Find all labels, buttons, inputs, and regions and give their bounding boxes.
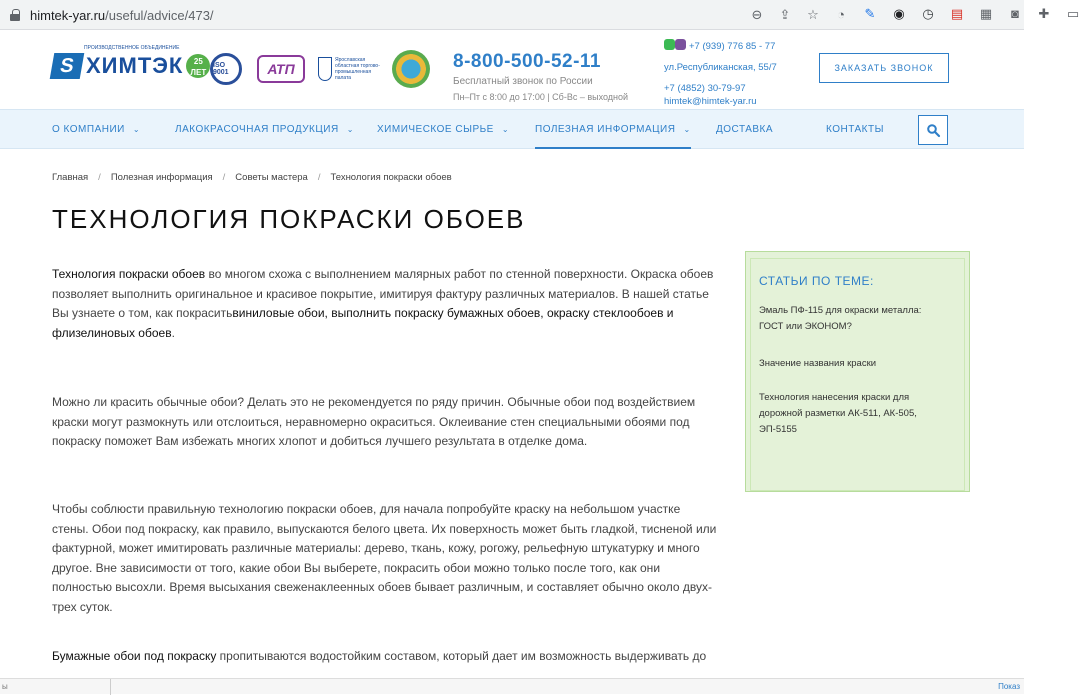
tpp-badge xyxy=(318,53,382,85)
logo-anniversary-badge: 25 ЛЕТ xyxy=(186,54,210,78)
nav-item-delivery[interactable]: ДОСТАВКА xyxy=(716,124,774,135)
logo-text: ХИМТЭК xyxy=(86,53,184,78)
bottom-left-text: ы xyxy=(2,682,8,691)
address[interactable]: ул.Республиканская, 55/7 xyxy=(664,62,777,73)
nav-item-contacts[interactable]: КОНТАКТЫ xyxy=(826,124,884,135)
url-text[interactable]: himtek-yar.ru/useful/advice/473/ xyxy=(30,7,214,23)
bookmark-star-icon[interactable]: ☆ xyxy=(807,7,819,22)
chevron-down-icon: ⌄ xyxy=(683,125,691,134)
search-icon xyxy=(927,124,940,137)
chevron-down-icon: ⌄ xyxy=(346,125,354,134)
article-link[interactable]: виниловые обои, выполнить покраску бумажных обоев, окраску стеклообоев и флизелиновых обоев xyxy=(52,306,674,340)
main-phone[interactable]: 8-800-500-52-11 xyxy=(453,51,601,72)
nav-item-about[interactable]: О КОМПАНИИ ⌄ xyxy=(52,110,140,149)
nav-item-paint-products[interactable]: ЛАКОКРАСОЧНАЯ ПРОДУКЦИЯ ⌄ xyxy=(175,110,354,149)
association-badge xyxy=(392,50,430,88)
extension-pen-icon[interactable]: ✎ xyxy=(864,6,876,21)
emblem-icon xyxy=(318,57,332,81)
nav-item-chemical-raw[interactable]: ХИМИЧЕСКОЕ СЫРЬЕ ⌄ xyxy=(377,110,509,149)
viber-icon[interactable] xyxy=(675,39,686,50)
related-articles-title: СТАТЬИ ПО ТЕМЕ: xyxy=(759,274,874,288)
city-phone[interactable]: +7 (4852) 30-79-97 xyxy=(664,83,746,94)
chevron-down-icon: ⌄ xyxy=(501,125,510,134)
share-icon[interactable]: ⇪ xyxy=(779,7,791,22)
logo-mark-icon: S xyxy=(50,53,85,79)
order-call-button[interactable]: ЗАКАЗАТЬ ЗВОНОК xyxy=(819,53,949,83)
contact-column xyxy=(664,39,777,108)
article-link[interactable]: Бумажные обои под покраску xyxy=(52,649,217,663)
related-article-link[interactable]: Эмаль ПФ-115 для окраски металла: ГОСТ или ЭКОНОМ? xyxy=(759,305,922,332)
extension-page-icon[interactable]: ▤ xyxy=(950,6,964,21)
show-more-link[interactable]: Показ xyxy=(998,682,1020,691)
related-articles-panel xyxy=(745,251,970,492)
lock-icon[interactable] xyxy=(10,9,20,21)
logo-subtitle: ПРОИЗВОДСТВЕННОЕ ОБЪЕДИНЕНИЕ xyxy=(84,45,180,51)
breadcrumb-tips[interactable]: Советы мастера xyxy=(235,172,308,183)
tpp-badge-text: Ярославская областная торгово-промышленная палата xyxy=(335,57,380,81)
extension-circle-icon[interactable]: ◉ xyxy=(893,6,905,21)
bottom-bar xyxy=(0,678,1024,694)
address-bar[interactable] xyxy=(0,3,858,27)
atp-certificate-badge: АТП xyxy=(257,55,305,83)
email-link[interactable]: himtek@himtek-yar.ru xyxy=(664,96,757,107)
whatsapp-icon[interactable] xyxy=(664,39,675,50)
breadcrumb: Главная / Полезная информация / Советы мастера / Технология покраски обоев xyxy=(52,172,452,183)
sync-icon[interactable]: ◔ xyxy=(837,7,845,22)
main-nav xyxy=(0,109,1024,149)
nav-item-useful-info[interactable]: ПОЛЕЗНАЯ ИНФОРМАЦИЯ ⌄ xyxy=(535,110,691,149)
iso-certificate-badge: ISO 9001 xyxy=(210,53,242,85)
working-hours: Пн–Пт с 8:00 до 17:00 | Сб-Вс – выходной xyxy=(453,92,629,102)
camera-icon[interactable]: ◙ xyxy=(1011,6,1019,21)
article-paragraph: Чтобы соблюсти правильную технологию покраски обоев, для начала попробуйте краску на небольшом участке стены. Обои под покраску, как правило, выпускаются белого цвета. Их поверхность может быть гладкой, тисненой или фактурной, может имитировать различные материалы: дерево, ткань, кожу, рогожу, рельефную штукатурку и много другое. Вне зависимости от того, какие обои Вы выберете, покрасить обои можно только после того, как они полностью высохли. Время высыхания свеженаклеенных обоев бывает различным, и составляет обычно около двух-трех суток. xyxy=(52,502,717,614)
article-paragraph: Бумажные обои под покраску пропитываются водостойким составом, который дает им возможность выдерживать до xyxy=(52,649,707,663)
article-link[interactable]: Технология покраски обоев xyxy=(52,267,206,281)
puzzle-icon[interactable]: ✚ xyxy=(1038,6,1050,21)
site-header xyxy=(0,31,1024,109)
mobile-row[interactable]: +7 (939) 776 85 - 77 xyxy=(664,39,777,53)
search-button[interactable] xyxy=(918,115,948,145)
breadcrumb-home[interactable]: Главная xyxy=(52,172,89,183)
free-call-note: Бесплатный звонок по России xyxy=(453,76,593,87)
related-article-link[interactable]: Значение названия краски xyxy=(759,358,877,369)
related-article-link[interactable]: Технология нанесения краски для дорожной разметки АК-511, АК-505, ЭП-5155 xyxy=(759,392,917,435)
extension-grid-icon[interactable]: ▦ xyxy=(979,6,993,21)
sidebar-panel-icon[interactable]: ▭ xyxy=(1066,6,1080,21)
chevron-down-icon: ⌄ xyxy=(132,125,141,134)
breadcrumb-useful-info[interactable]: Полезная информация xyxy=(110,172,213,183)
page-title: ТЕХНОЛОГИЯ ПОКРАСКИ ОБОЕВ xyxy=(52,204,526,234)
zoom-icon[interactable]: ⊖ xyxy=(751,7,763,22)
browser-toolbar xyxy=(0,0,1080,30)
article-paragraph: Технология покраски обоев во многом схожа с выполнением малярных работ по стенной поверхности. Окраска обоев позволяет выполнить оригинальное и красивое покрытие, имитируя фактуру различных материалов. В нашей статье Вы узнаете о том, как покраситьвиниловые обои, выполнить покраску бумажных обоев, окраску стеклообоев и флизелиновых обоев. xyxy=(52,267,714,340)
extension-timer-icon[interactable]: ◷ xyxy=(922,6,934,21)
site-logo[interactable] xyxy=(52,45,210,79)
breadcrumb-current: Технология покраски обоев xyxy=(330,172,452,183)
article-paragraph: Можно ли красить обычные обои? Делать это не рекомендуется по ряду причин. Обычные обои под воздействием краски могут размокнуть или отслоиться, неравномерно окраситься. Оклеивание стен специальными обоями под покраску поможет Вам избежать многих хлопот и добиться лучшего результата в отделке дома. xyxy=(52,395,696,448)
